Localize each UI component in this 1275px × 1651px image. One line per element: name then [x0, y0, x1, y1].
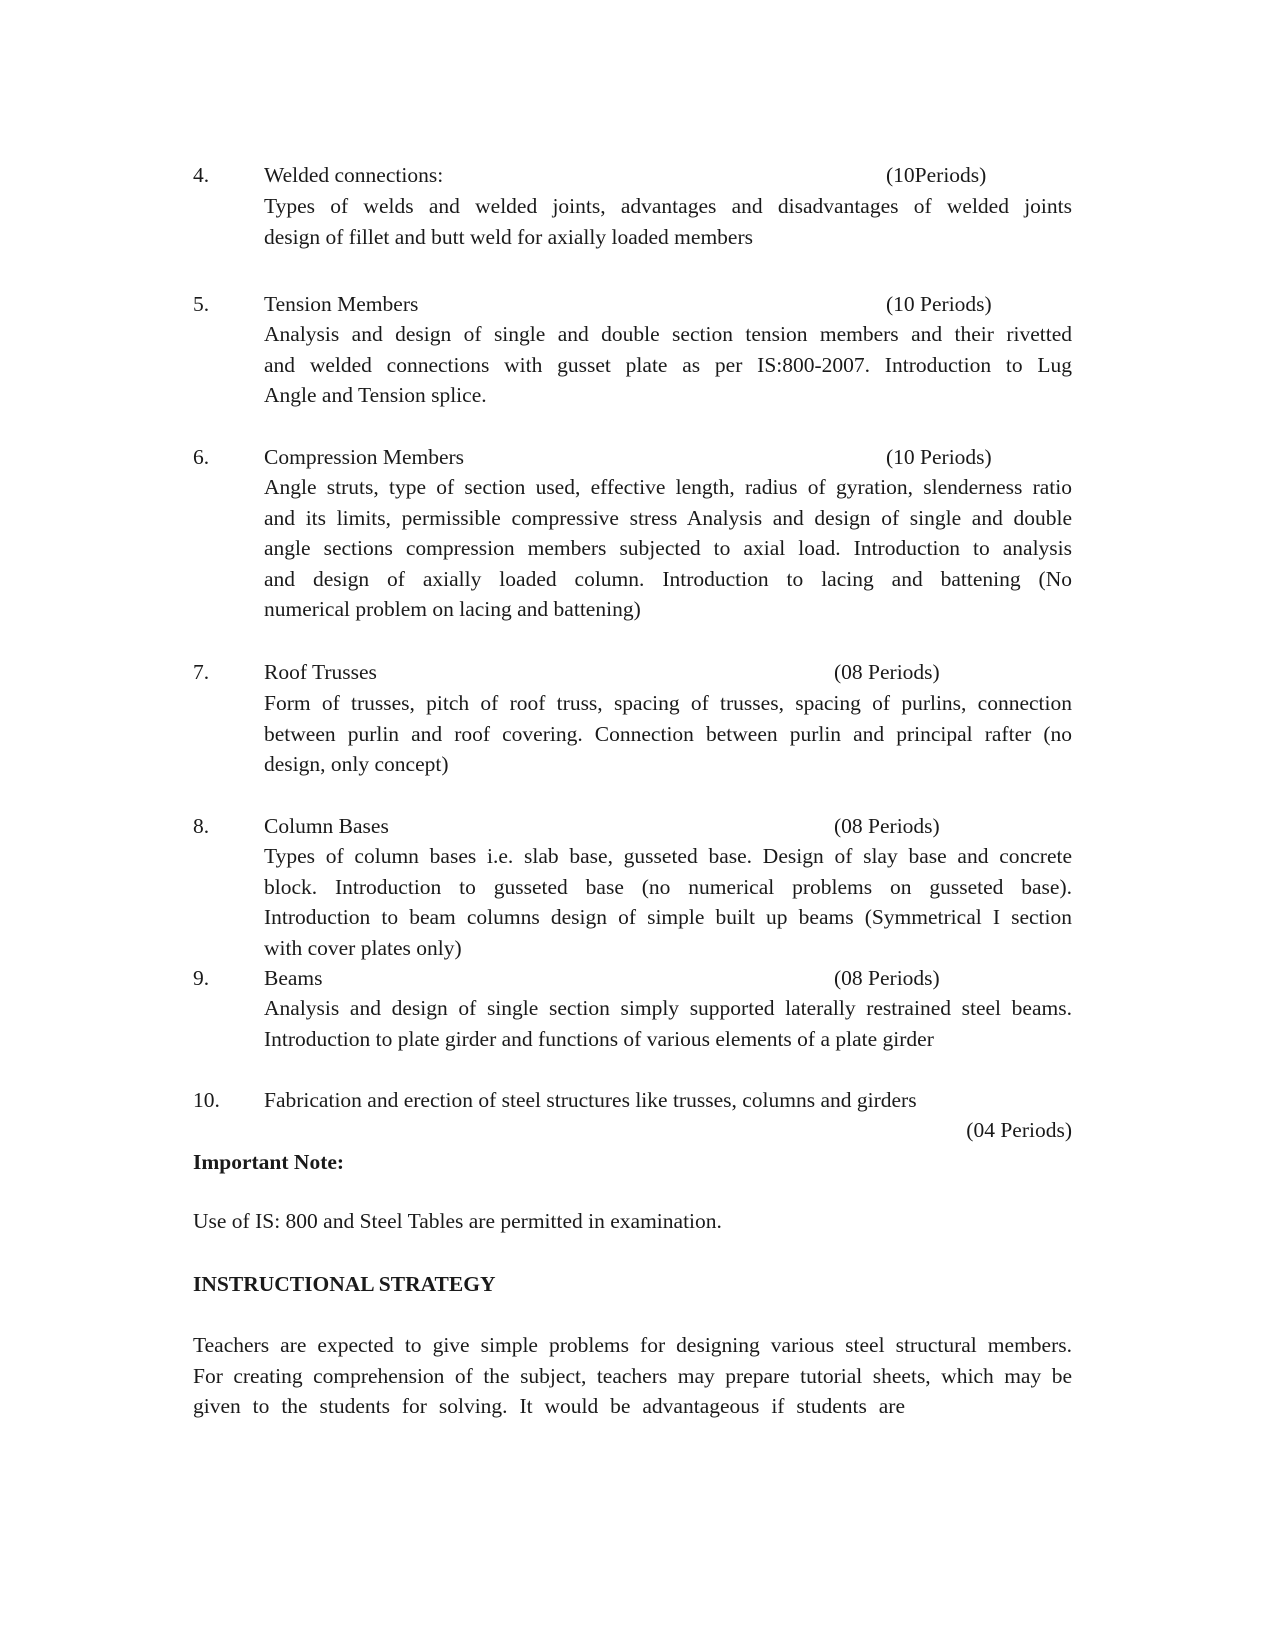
important-note-heading: Important Note:: [193, 1150, 345, 1174]
body-line: Angle and Tension splice.: [264, 383, 487, 407]
body-line: Introduction to plate girder and functions of various elements of a plate girder: [264, 1026, 934, 1051]
body-line: Types of welds and welded joints, advantages and disadvantages of welded joints: [264, 194, 1072, 218]
body-line: Angle struts, type of section used, effective length, radius of gyration, slenderness ratio: [264, 475, 1072, 499]
section-title: Welded connections:: [264, 163, 444, 187]
section-periods: (10 Periods): [886, 445, 992, 469]
section-title: Column Bases: [264, 814, 389, 838]
body-line: Introduction to beam columns design of simple built up beams (Symmetrical I section: [264, 905, 1072, 929]
instructional-strategy-heading: INSTRUCTIONAL STRATEGY: [193, 1272, 496, 1296]
section-body: [264, 472, 1072, 625]
paragraph-line: given to the students for solving. It would be advantageous if students are: [193, 1394, 905, 1418]
section-title: Tension Members: [264, 292, 419, 316]
body-line: design of fillet and butt weld for axially loaded members: [264, 224, 753, 249]
section-body: [264, 191, 1072, 252]
body-line: angle sections compression members subjected to axial load. Introduction to analysis: [264, 536, 1072, 560]
section-periods: (08 Periods): [834, 814, 940, 838]
section-title: Beams: [264, 966, 323, 990]
section-number: 8.: [193, 814, 210, 838]
section-number: 10.: [193, 1088, 220, 1112]
body-line: design, only concept): [264, 752, 449, 776]
body-line: and welded connections with gusset plate as per IS:800-2007. Introduction to Lug: [264, 352, 1072, 377]
section-number: 6.: [193, 445, 210, 469]
section-number: 7.: [193, 660, 210, 684]
body-line: Form of trusses, pitch of roof truss, spacing of trusses, spacing of purlins, connection: [264, 691, 1072, 715]
body-line: Analysis and design of single section simply supported laterally restrained steel beams.: [264, 996, 1072, 1020]
section-periods: (04 Periods): [966, 1118, 1072, 1142]
body-line: Analysis and design of single and double section tension members and their rivetted: [264, 322, 1072, 346]
section-body: [264, 319, 1072, 411]
body-line: numerical problem on lacing and battening): [264, 597, 641, 621]
section-number: 5.: [193, 292, 210, 316]
section-body: [264, 841, 1072, 963]
paragraph-line: Teachers are expected to give simple problems for designing various steel structural members.: [193, 1333, 1072, 1357]
section-periods: (08 Periods): [834, 660, 940, 684]
body-line: block. Introduction to gusseted base (no numerical problems on gusseted base).: [264, 874, 1072, 899]
paragraph-line: For creating comprehension of the subject, teachers may prepare tutorial sheets, which may be: [193, 1363, 1072, 1388]
section-body: [264, 688, 1072, 780]
body-line: between purlin and roof covering. Connection between purlin and principal rafter (no: [264, 721, 1072, 746]
section-title: Compression Members: [264, 445, 465, 469]
section-periods: (08 Periods): [834, 966, 940, 990]
body-line: Types of column bases i.e. slab base, gusseted base. Design of slay base and concrete: [264, 844, 1072, 868]
section-title: Fabrication and erection of steel structures like trusses, columns and girders: [264, 1088, 917, 1112]
section-title: Roof Trusses: [264, 660, 377, 684]
section-number: 9.: [193, 966, 210, 990]
body-line: and its limits, permissible compressive stress Analysis and design of single and double: [264, 505, 1072, 530]
section-body: [264, 993, 1072, 1054]
body-line: with cover plates only): [264, 935, 462, 960]
section-number: 4.: [193, 163, 210, 187]
body-line: and design of axially loaded column. Introduction to lacing and battening (No: [264, 566, 1072, 591]
important-note-text: Use of IS: 800 and Steel Tables are permitted in examination.: [193, 1209, 722, 1233]
section-periods: (10 Periods): [886, 292, 992, 316]
section-periods: (10Periods): [886, 163, 987, 187]
instructional-strategy-text: [193, 1330, 1072, 1422]
